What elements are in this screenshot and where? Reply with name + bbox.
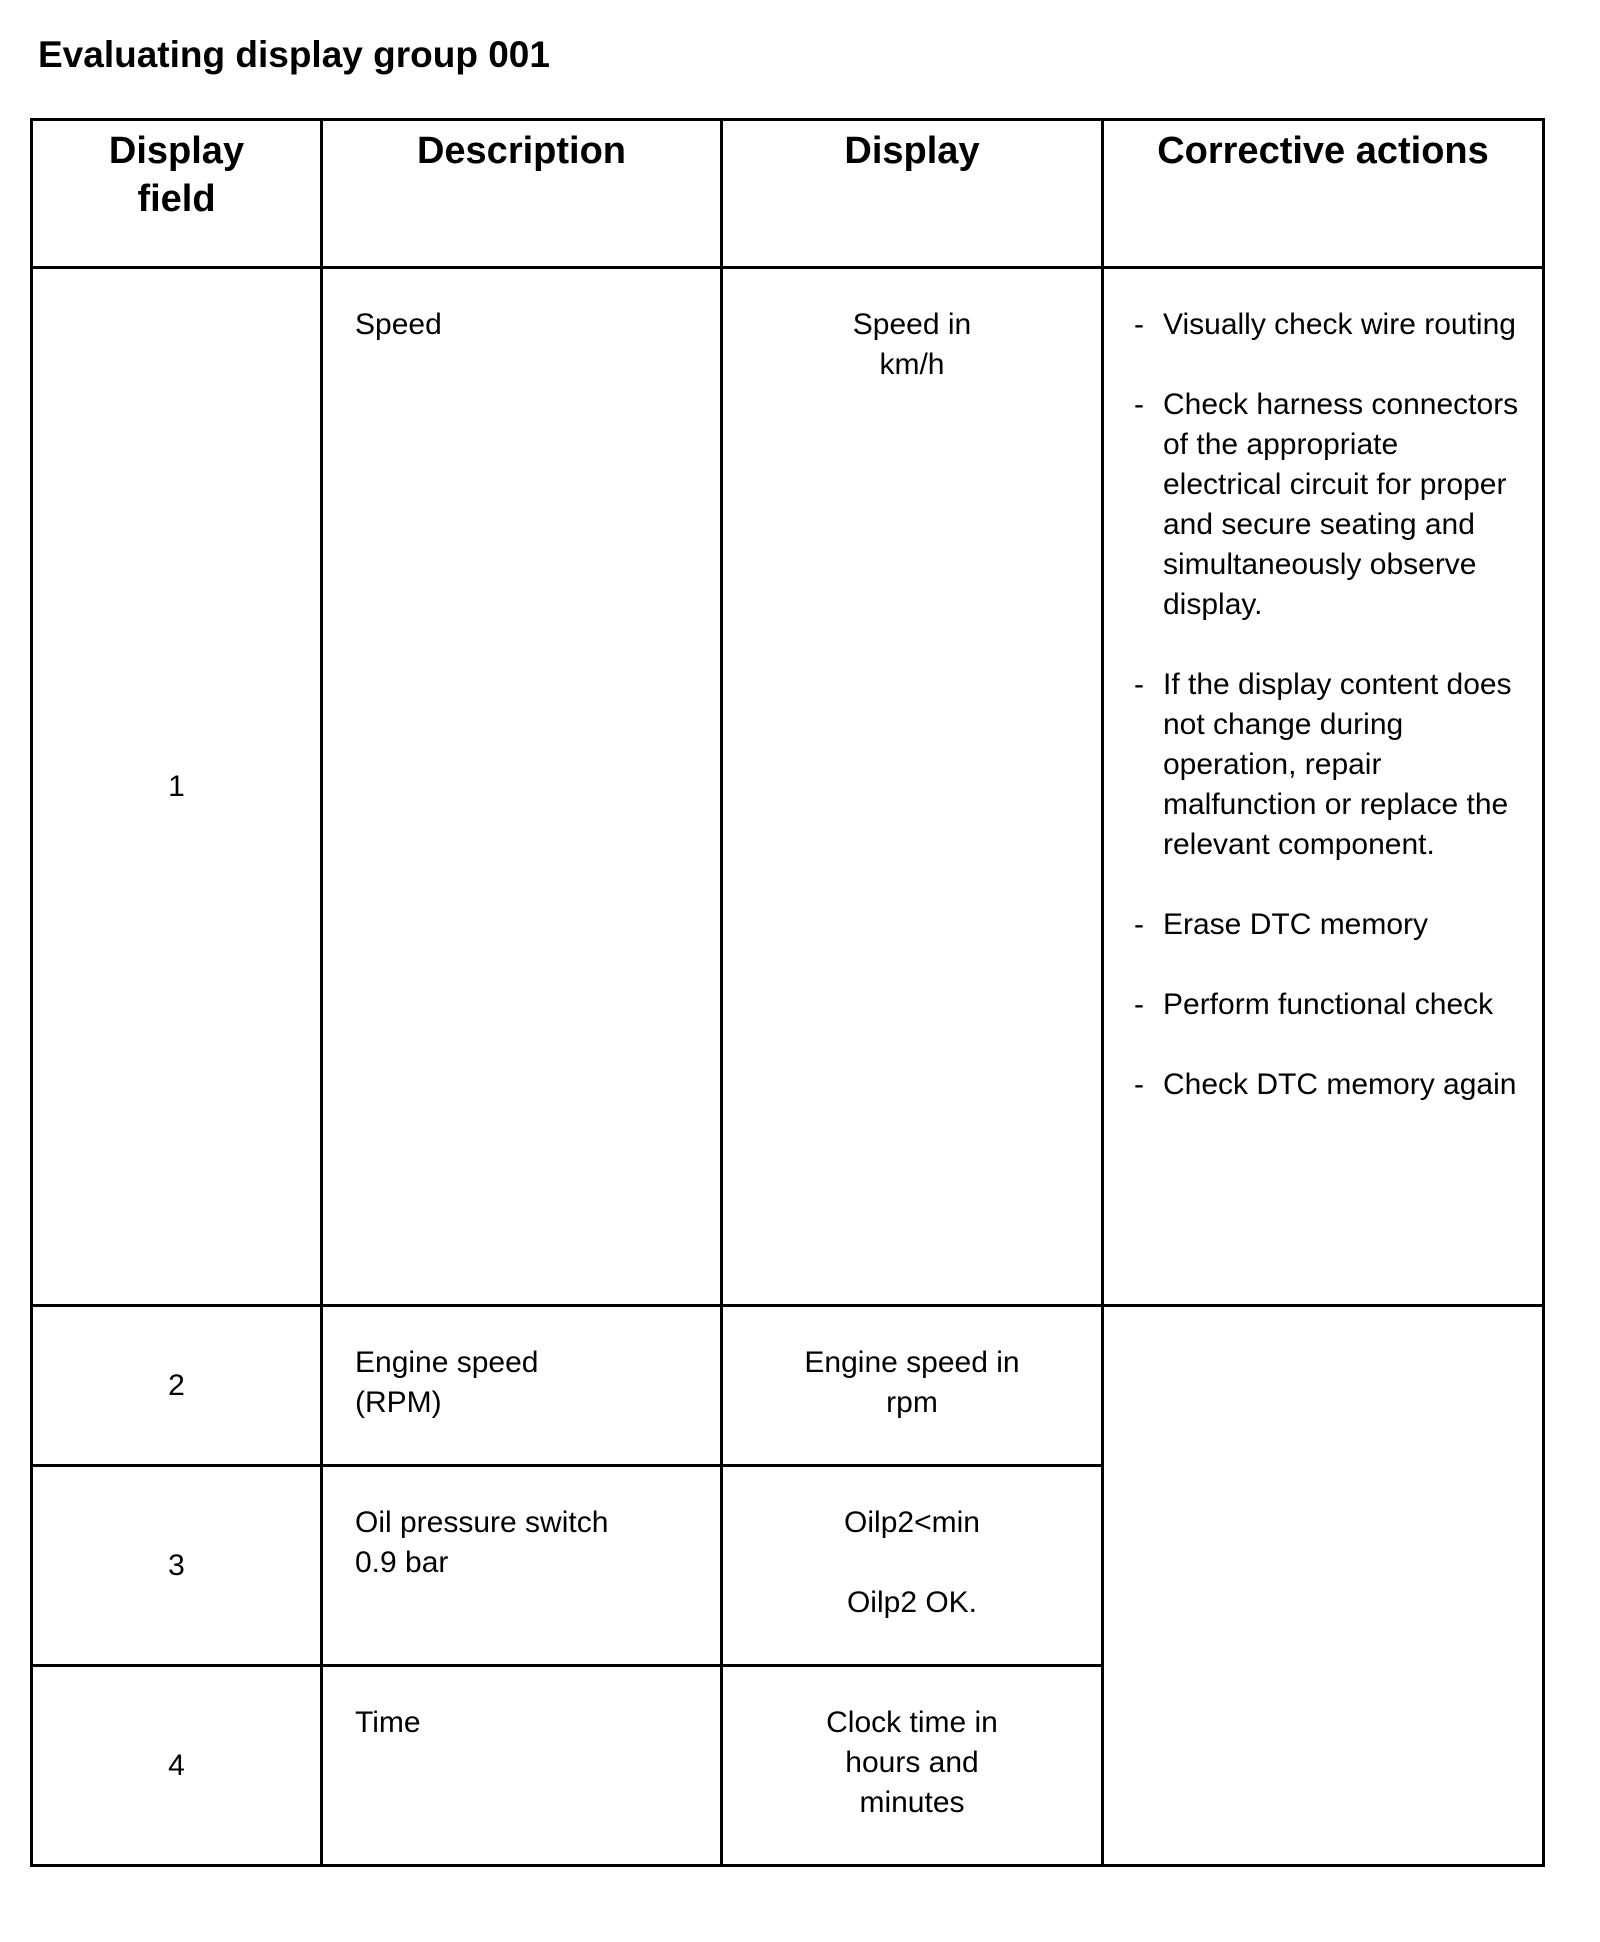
description-cell: Oil pressure switch 0.9 bar	[322, 1466, 722, 1666]
empty-actions-cell	[1103, 1306, 1544, 1866]
corrective-action-text: Check harness connectors of the appropriate electrical circuit for proper and secure seating and simultaneously observe display.	[1163, 388, 1519, 621]
corrective-action-item	[1134, 1065, 1524, 1105]
corrective-action-item	[1134, 665, 1524, 865]
bullet-dash: -	[1134, 988, 1144, 1021]
field-cell: 3	[32, 1466, 322, 1666]
header-display-field: Display field	[32, 120, 322, 268]
corrective-action-item	[1134, 385, 1524, 625]
description-cell: Time	[322, 1666, 722, 1866]
description-cell: Engine speed (RPM)	[322, 1306, 722, 1466]
bullet-dash: -	[1134, 388, 1144, 421]
corrective-action-text: Perform functional check	[1163, 988, 1494, 1021]
display-value: Oilp2<min	[844, 1506, 980, 1539]
header-corrective-actions: Corrective actions	[1103, 120, 1544, 268]
description-cell: Speed	[322, 268, 722, 1306]
corrective-action-item	[1134, 305, 1524, 345]
display-cell: Clock time in hours and minutes	[722, 1666, 1103, 1866]
header-description: Description	[322, 120, 722, 268]
display-group-table	[30, 118, 1545, 1867]
header-display: Display	[722, 120, 1103, 268]
display-cell	[722, 1466, 1103, 1666]
table-header-row	[32, 120, 1544, 268]
corrective-action-item	[1134, 985, 1524, 1025]
table-row	[32, 268, 1544, 1306]
field-cell: 1	[32, 268, 322, 1306]
display-value: Oilp2 OK.	[846, 1586, 978, 1619]
corrective-action-text: Check DTC memory again	[1163, 1068, 1517, 1101]
field-cell: 2	[32, 1306, 322, 1466]
bullet-dash: -	[1134, 908, 1144, 941]
field-cell: 4	[32, 1666, 322, 1866]
corrective-actions-cell	[1103, 268, 1544, 1306]
corrective-action-text: If the display content does not change during operation, repair malfunction or replace the relevant component.	[1163, 668, 1512, 861]
corrective-actions-list	[1134, 305, 1524, 1105]
page-title: Evaluating display group 001	[38, 34, 550, 75]
bullet-dash: -	[1134, 1068, 1144, 1101]
bullet-dash: -	[1134, 668, 1144, 701]
bullet-dash: -	[1134, 308, 1144, 341]
corrective-action-text: Erase DTC memory	[1163, 908, 1429, 941]
corrective-action-item	[1134, 905, 1524, 945]
display-cell: Engine speed in rpm	[722, 1306, 1103, 1466]
table-row	[32, 1306, 1544, 1466]
display-cell: Speed in km/h	[722, 268, 1103, 1306]
corrective-action-text: Visually check wire routing	[1163, 308, 1516, 341]
